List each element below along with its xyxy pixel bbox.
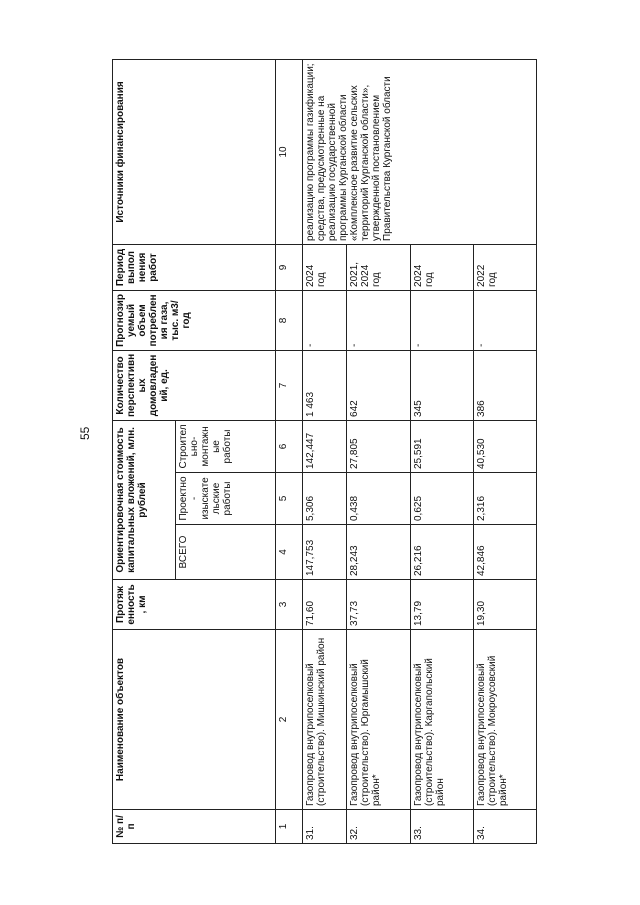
col-num: 6	[275, 420, 302, 472]
objects-table	[112, 59, 537, 844]
col-num: 7	[275, 350, 302, 420]
col-num: 4	[275, 525, 302, 580]
row-number: 33.	[410, 810, 473, 844]
row-number: 31.	[302, 810, 347, 844]
length: 37,73	[347, 580, 410, 630]
table-row	[302, 59, 347, 843]
col-num: 3	[275, 580, 302, 630]
cost-construction: 25,591	[410, 420, 473, 472]
header-cost-group: Ориентировочная стоимость капитальных вложений, млн. рублей	[113, 420, 176, 579]
col-num: 10	[275, 59, 302, 244]
header-design: Проектно - изыскате льские работы	[176, 473, 276, 525]
table-container	[112, 60, 537, 844]
rotated-table	[112, 60, 537, 844]
header-period: Период выпол нения работ	[113, 244, 276, 290]
page-number: 55	[78, 426, 92, 440]
col-num: 5	[275, 473, 302, 525]
households: 642	[347, 350, 410, 420]
header-construction: Строител ьно- монтажн ые работы	[176, 420, 276, 472]
col-num: 9	[275, 244, 302, 290]
cost-design: 0,625	[410, 473, 473, 525]
column-number-row	[275, 59, 302, 843]
gas-volume: -	[347, 290, 410, 350]
cost-construction: 40,530	[473, 420, 536, 472]
cost-total: 28,243	[347, 525, 410, 580]
households: 386	[473, 350, 536, 420]
col-num: 8	[275, 290, 302, 350]
header-length: Протяж енность , км	[113, 580, 276, 630]
cost-construction: 27,805	[347, 420, 410, 472]
header-households: Количество перспективн ых домовладен ий, ед.	[113, 350, 276, 420]
row-number: 34.	[473, 810, 536, 844]
length: 19,30	[473, 580, 536, 630]
cost-design: 0,438	[347, 473, 410, 525]
cost-design: 5,306	[302, 473, 347, 525]
length: 13,79	[410, 580, 473, 630]
cost-construction: 142,447	[302, 420, 347, 472]
row-number: 32.	[347, 810, 410, 844]
gas-volume: -	[302, 290, 347, 350]
object-name: Газопровод внутрипоселковый (строительство). Юргамышский район*	[347, 630, 410, 810]
object-name: Газопровод внутрипоселковый (строительство). Мокроусовский район*	[473, 630, 536, 810]
header-sources: Источники финансирования	[113, 59, 276, 244]
cost-total: 147,753	[302, 525, 347, 580]
households: 345	[410, 350, 473, 420]
col-num: 1	[275, 810, 302, 844]
cost-total: 42,846	[473, 525, 536, 580]
financing-sources: реализацию программы газификации; средства, предусмотренные на реализацию государственной программы Курганской области «Комплексное развитие сельских территорий Курганской области», утвержденной постановлением Правительства Курганской области	[302, 59, 536, 244]
period: 2024 год	[302, 244, 347, 290]
header-name: Наименование объектов	[113, 630, 276, 810]
cost-total: 26,216	[410, 525, 473, 580]
header-n: № п/п	[113, 810, 276, 844]
households: 1 463	[302, 350, 347, 420]
cost-design: 2,316	[473, 473, 536, 525]
header-gas: Прогнозир уемый объем потреблен ия газа, тыс. м3/год	[113, 290, 276, 350]
object-name: Газопровод внутрипоселковый (строительство). Каргапольский район	[410, 630, 473, 810]
gas-volume: -	[410, 290, 473, 350]
object-name: Газопровод внутрипоселковый (строительство). Мишкинский район	[302, 630, 347, 810]
col-num: 2	[275, 630, 302, 810]
length: 71,60	[302, 580, 347, 630]
gas-volume: -	[473, 290, 536, 350]
period: 2022 год	[473, 244, 536, 290]
period: 2024 год	[410, 244, 473, 290]
header-total: ВСЕГО	[176, 525, 276, 580]
period: 2021, 2024 год	[347, 244, 410, 290]
